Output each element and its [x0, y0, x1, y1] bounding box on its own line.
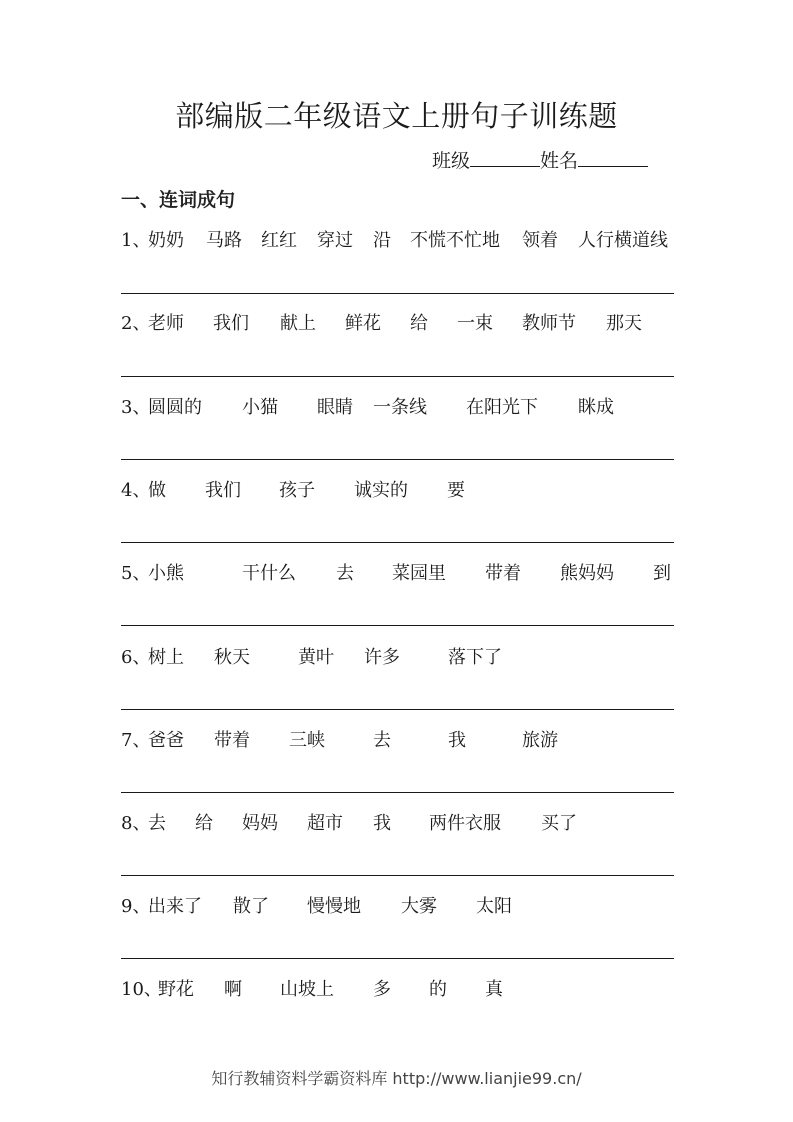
section-heading: 一、连词成句	[121, 189, 236, 211]
page-title: 部编版二年级语文上册句子训练题	[175, 99, 618, 133]
question-number: 3、	[121, 397, 151, 418]
footer-source: 知行教辅资料学霸资料库 http://www.lianjie99.cn/	[211, 1069, 582, 1088]
word: 啊	[224, 979, 242, 1000]
word: 我们	[205, 480, 241, 501]
word: 两件衣服	[429, 813, 501, 834]
answer-line[interactable]	[121, 875, 674, 876]
word: 真	[485, 979, 503, 1000]
answer-line[interactable]	[121, 376, 674, 377]
question-10	[121, 977, 681, 1003]
question-9	[121, 894, 681, 920]
answer-line[interactable]	[121, 958, 674, 959]
question-1	[121, 228, 681, 254]
word: 干什么	[242, 563, 296, 584]
word: 教师节	[522, 313, 576, 334]
question-number: 2、	[121, 313, 151, 334]
question-4	[121, 478, 681, 504]
word: 落下了	[448, 647, 502, 668]
word: 超市	[307, 813, 343, 834]
question-5	[121, 561, 681, 587]
word: 熊妈妈	[560, 563, 614, 584]
word: 一束	[457, 313, 493, 334]
word: 鲜花	[345, 313, 381, 334]
class-blank[interactable]	[470, 147, 540, 167]
class-label: 班级	[432, 150, 471, 172]
word: 许多	[364, 647, 400, 668]
word: 奶奶	[148, 230, 184, 251]
word: 献上	[280, 313, 316, 334]
question-3	[121, 395, 681, 421]
word: 做	[148, 480, 166, 501]
name-label: 姓名	[540, 150, 579, 172]
word: 买了	[541, 813, 577, 834]
answer-line[interactable]	[121, 293, 674, 294]
word: 眼睛	[317, 397, 353, 418]
word: 散了	[233, 896, 269, 917]
word: 人行横道线	[578, 230, 668, 251]
name-blank[interactable]	[578, 147, 648, 167]
word: 带着	[214, 730, 250, 751]
word: 秋天	[214, 647, 250, 668]
word: 去	[336, 563, 354, 584]
word: 在阳光下	[466, 397, 538, 418]
word: 老师	[148, 313, 184, 334]
question-2	[121, 311, 681, 337]
word: 领着	[522, 230, 558, 251]
word: 去	[148, 813, 166, 834]
word: 不慌不忙地	[410, 230, 500, 251]
word: 野花	[158, 979, 194, 1000]
word: 去	[373, 730, 391, 751]
answer-line[interactable]	[121, 792, 674, 793]
word: 妈妈	[242, 813, 278, 834]
word: 圆圆的	[148, 397, 202, 418]
word: 要	[447, 480, 465, 501]
word: 给	[195, 813, 213, 834]
word: 小猫	[242, 397, 278, 418]
question-number: 1、	[121, 230, 151, 251]
question-7	[121, 728, 681, 754]
word: 给	[410, 313, 428, 334]
word: 孩子	[279, 480, 315, 501]
answer-line[interactable]	[121, 542, 674, 543]
question-number: 8、	[121, 813, 151, 834]
answer-line[interactable]	[121, 625, 674, 626]
word: 我	[373, 813, 391, 834]
question-number: 6、	[121, 647, 151, 668]
word: 穿过	[317, 230, 353, 251]
word: 小熊	[148, 563, 184, 584]
word: 那天	[606, 313, 642, 334]
answer-line[interactable]	[121, 709, 674, 710]
word: 慢慢地	[307, 896, 361, 917]
answer-line[interactable]	[121, 459, 674, 460]
question-8	[121, 811, 681, 837]
word: 出来了	[148, 896, 202, 917]
word: 太阳	[476, 896, 512, 917]
word: 爸爸	[148, 730, 184, 751]
word: 红红	[261, 230, 297, 251]
word: 黄叶	[298, 647, 334, 668]
question-number: 7、	[121, 730, 151, 751]
word: 的	[429, 979, 447, 1000]
question-number: 5、	[121, 563, 151, 584]
word: 眯成	[578, 397, 614, 418]
word: 带着	[485, 563, 521, 584]
word: 三峡	[289, 730, 325, 751]
word: 菜园里	[392, 563, 446, 584]
word: 大雾	[401, 896, 437, 917]
question-number: 4、	[121, 480, 151, 501]
word: 诚实的	[354, 480, 408, 501]
word: 多	[373, 979, 391, 1000]
word: 我	[448, 730, 466, 751]
class-name-fields	[432, 147, 648, 174]
question-number: 9、	[121, 896, 151, 917]
word: 我们	[213, 313, 249, 334]
word: 山坡上	[280, 979, 334, 1000]
question-6	[121, 645, 681, 671]
word: 到	[653, 563, 671, 584]
word: 马路	[206, 230, 242, 251]
word: 沿	[373, 230, 391, 251]
word: 旅游	[522, 730, 558, 751]
question-number: 10、	[121, 979, 162, 1000]
word: 树上	[148, 647, 184, 668]
word: 一条线	[373, 397, 427, 418]
